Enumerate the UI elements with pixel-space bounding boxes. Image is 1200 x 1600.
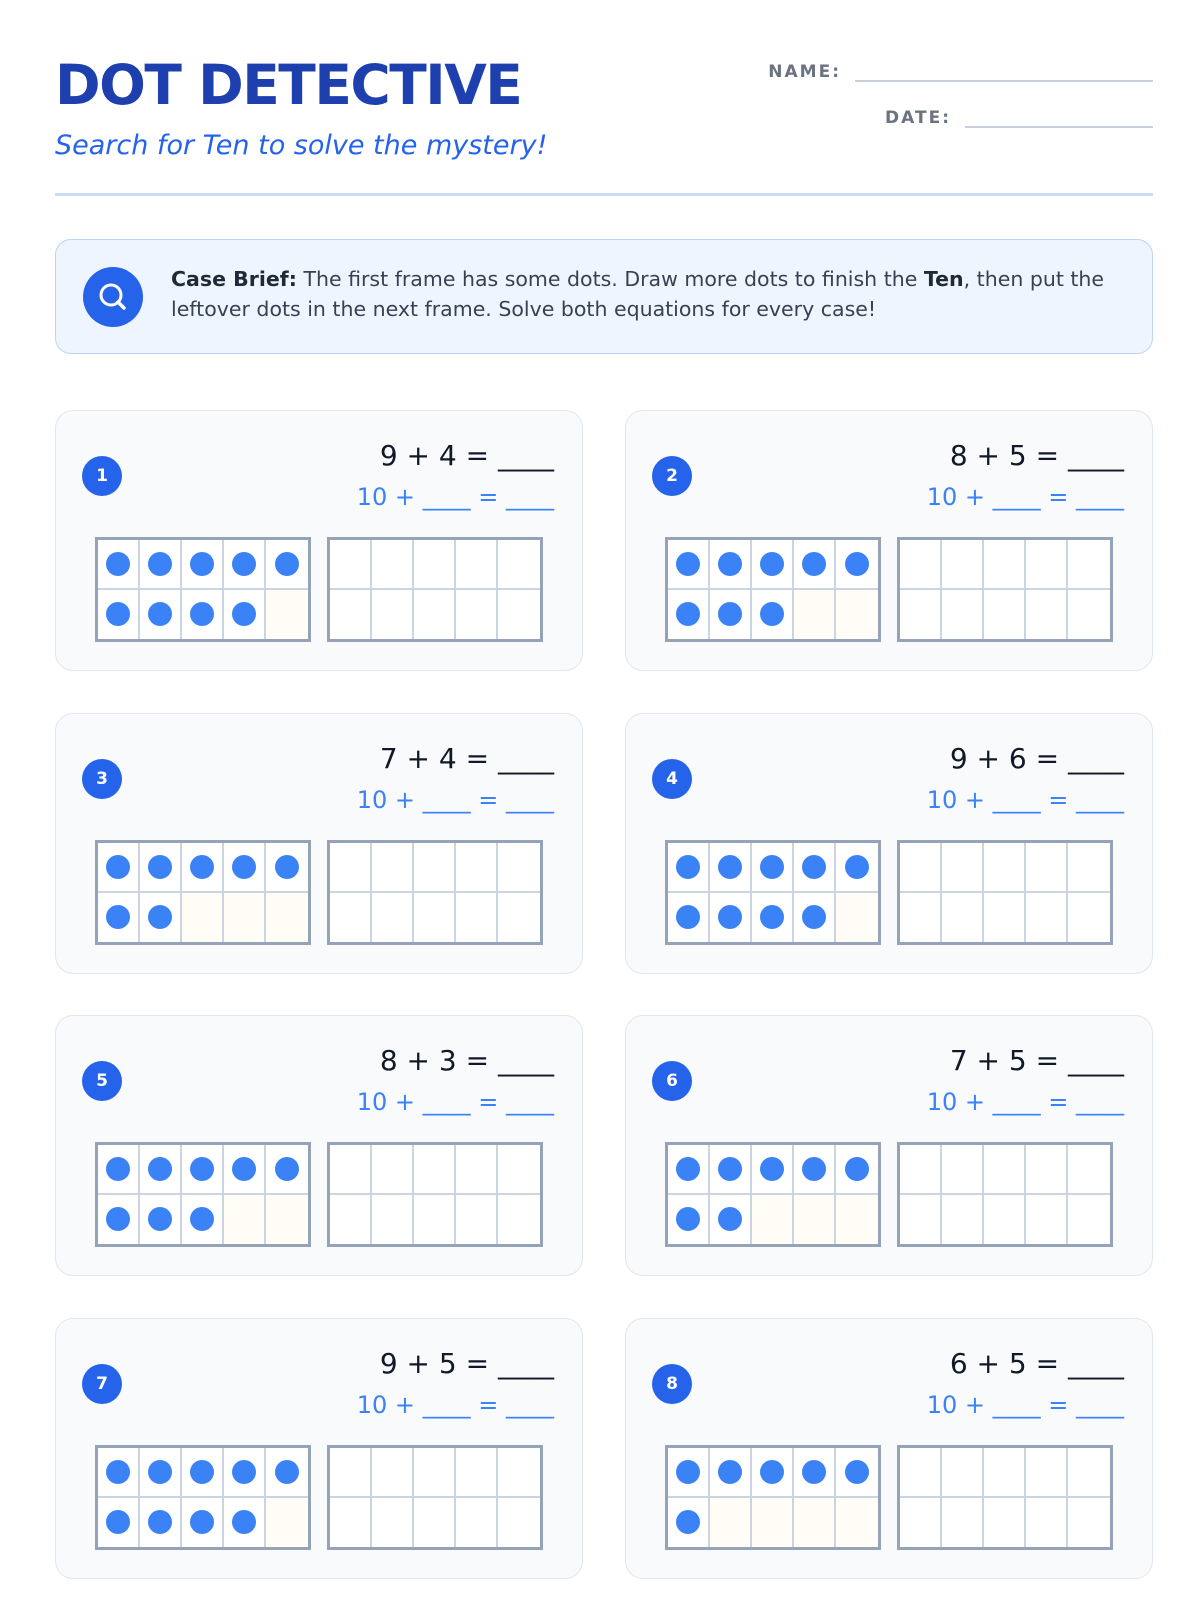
dot-mark	[190, 1510, 214, 1534]
ten-frame-cell[interactable]	[140, 590, 182, 640]
dot-mark	[718, 1157, 742, 1181]
dot-mark	[148, 905, 172, 929]
ten-frames	[665, 840, 1113, 945]
ten-frame-cell[interactable]	[98, 1498, 140, 1548]
ten-frame-cell[interactable]	[498, 540, 540, 590]
dot-mark	[106, 1510, 130, 1534]
ten-frame-cell[interactable]	[1026, 590, 1068, 640]
dot-mark	[106, 552, 130, 576]
ten-frame-cell[interactable]	[98, 1145, 140, 1195]
second-ten-frame[interactable]	[897, 1142, 1113, 1247]
ten-frame-cell[interactable]	[330, 1448, 372, 1498]
make-ten-equation[interactable]: 10 + ____ = ____	[356, 483, 554, 511]
ten-frame-cell[interactable]	[224, 590, 266, 640]
ten-frame-cell[interactable]	[794, 843, 836, 893]
ten-frame-cell[interactable]	[794, 1195, 836, 1245]
second-ten-frame[interactable]	[327, 1445, 543, 1550]
ten-frame-cell[interactable]	[456, 540, 498, 590]
dot-mark	[760, 552, 784, 576]
case-card	[55, 713, 583, 974]
ten-frame-cell[interactable]	[224, 843, 266, 893]
ten-frame-cell[interactable]	[224, 1498, 266, 1548]
make-ten-equation[interactable]: 10 + ____ = ____	[926, 483, 1124, 511]
ten-frame-cell[interactable]	[330, 1145, 372, 1195]
ten-frame-cell[interactable]	[330, 1498, 372, 1548]
dot-mark	[676, 1207, 700, 1231]
ten-frame-cell[interactable]	[984, 893, 1026, 943]
dot-mark	[232, 1460, 256, 1484]
dot-mark	[106, 855, 130, 879]
case-number-badge: 1	[82, 456, 122, 496]
ten-frame-cell[interactable]	[372, 893, 414, 943]
ten-frame-cell[interactable]	[668, 1195, 710, 1245]
ten-frame-cell[interactable]	[498, 1448, 540, 1498]
dot-mark	[718, 552, 742, 576]
ten-frame-cell[interactable]	[942, 843, 984, 893]
dot-mark	[718, 1460, 742, 1484]
case-card	[55, 1318, 583, 1579]
ten-frame-cell[interactable]	[984, 1195, 1026, 1245]
case-number-badge: 5	[82, 1061, 122, 1101]
ten-frame-cell[interactable]	[330, 893, 372, 943]
ten-frame-cell[interactable]	[668, 843, 710, 893]
first-ten-frame[interactable]	[665, 1142, 881, 1247]
make-ten-equation[interactable]: 10 + ____ = ____	[926, 786, 1124, 814]
ten-frame-cell[interactable]	[900, 1145, 942, 1195]
make-ten-equation[interactable]: 10 + ____ = ____	[356, 1088, 554, 1116]
second-ten-frame[interactable]	[327, 840, 543, 945]
ten-frame-cell[interactable]	[752, 843, 794, 893]
ten-frame-cell[interactable]	[182, 843, 224, 893]
ten-frame-cell[interactable]	[836, 1498, 878, 1548]
ten-frame-cell[interactable]	[668, 1498, 710, 1548]
ten-frame-cell[interactable]	[498, 893, 540, 943]
ten-frame-cell[interactable]	[372, 1448, 414, 1498]
ten-frame-cell[interactable]	[752, 1498, 794, 1548]
first-ten-frame[interactable]	[95, 1142, 311, 1247]
dot-mark	[802, 905, 826, 929]
ten-frame-cell[interactable]	[752, 1448, 794, 1498]
ten-frame-cell[interactable]	[140, 893, 182, 943]
dot-mark	[275, 855, 299, 879]
ten-frame-cell[interactable]	[498, 843, 540, 893]
ten-frame-cell[interactable]	[794, 893, 836, 943]
ten-frame-cell[interactable]	[794, 540, 836, 590]
dot-mark	[760, 855, 784, 879]
ten-frame-cell[interactable]	[266, 1448, 308, 1498]
ten-frame-cell[interactable]	[1026, 893, 1068, 943]
ten-frame-cell[interactable]	[224, 1195, 266, 1245]
ten-frame-cell[interactable]	[330, 590, 372, 640]
make-ten-equation[interactable]: 10 + ____ = ____	[926, 1391, 1124, 1419]
dot-mark	[275, 552, 299, 576]
dot-mark	[718, 855, 742, 879]
ten-frame-cell[interactable]	[372, 590, 414, 640]
ten-frames	[95, 537, 543, 642]
dot-mark	[148, 552, 172, 576]
ten-frame-cell[interactable]	[98, 1195, 140, 1245]
dot-mark	[676, 855, 700, 879]
ten-frame-cell[interactable]	[372, 843, 414, 893]
case-number-badge: 6	[652, 1061, 692, 1101]
ten-frame-cell[interactable]	[182, 893, 224, 943]
ten-frame-cell[interactable]	[752, 540, 794, 590]
ten-frame-cell[interactable]	[900, 540, 942, 590]
dot-mark	[106, 602, 130, 626]
ten-frame-cell[interactable]	[330, 1195, 372, 1245]
dot-mark	[106, 1460, 130, 1484]
ten-frames	[665, 537, 1113, 642]
ten-frame-cell[interactable]	[752, 893, 794, 943]
ten-frame-cell[interactable]	[456, 843, 498, 893]
ten-frame-cell[interactable]	[836, 893, 878, 943]
addition-equation[interactable]: 9 + 4 = ____	[379, 439, 554, 472]
ten-frame-cell[interactable]	[140, 1448, 182, 1498]
ten-frame-cell[interactable]	[900, 1448, 942, 1498]
dot-mark	[148, 1510, 172, 1534]
ten-frame-cell[interactable]	[372, 1145, 414, 1195]
dot-mark	[845, 1460, 869, 1484]
ten-frame-cell[interactable]	[182, 1195, 224, 1245]
case-card	[625, 1318, 1153, 1579]
dot-mark	[676, 905, 700, 929]
ten-frame-cell[interactable]	[1068, 1498, 1110, 1548]
case-number-badge: 2	[652, 456, 692, 496]
ten-frame-cell[interactable]	[984, 1448, 1026, 1498]
ten-frame-cell[interactable]	[668, 1448, 710, 1498]
ten-frame-cell[interactable]	[1026, 1498, 1068, 1548]
dot-mark	[232, 602, 256, 626]
ten-frame-cell[interactable]	[140, 1145, 182, 1195]
dot-mark	[275, 1157, 299, 1181]
dot-mark	[760, 602, 784, 626]
ten-frame-cell[interactable]	[414, 1448, 456, 1498]
ten-frames	[665, 1445, 1113, 1550]
ten-frame-cell[interactable]	[1068, 1145, 1110, 1195]
ten-frame-cell[interactable]	[984, 590, 1026, 640]
ten-frame-cell[interactable]	[710, 843, 752, 893]
ten-frame-cell[interactable]	[836, 540, 878, 590]
page-title: DOT DETECTIVE	[55, 53, 522, 117]
ten-frame-cell[interactable]	[414, 590, 456, 640]
ten-frame-cell[interactable]	[752, 1195, 794, 1245]
first-ten-frame[interactable]	[665, 1445, 881, 1550]
ten-frame-cell[interactable]	[372, 1195, 414, 1245]
ten-frame-cell[interactable]	[456, 893, 498, 943]
worksheet-header	[55, 50, 1153, 200]
case-number-badge: 3	[82, 759, 122, 799]
ten-frame-cell[interactable]	[182, 1498, 224, 1548]
case-brief-text-after: , then put the leftover dots in the next frame. Solve both equations for every case!	[171, 267, 1105, 321]
ten-frame-cell[interactable]	[498, 1195, 540, 1245]
ten-frame-cell[interactable]	[414, 893, 456, 943]
name-input-line[interactable]	[855, 68, 1153, 82]
first-ten-frame[interactable]	[95, 537, 311, 642]
case-brief-box	[55, 239, 1153, 354]
ten-frame-cell[interactable]	[414, 1195, 456, 1245]
ten-frame-cell[interactable]	[900, 893, 942, 943]
dot-mark	[802, 855, 826, 879]
ten-frame-cell[interactable]	[266, 1195, 308, 1245]
ten-frame-cell[interactable]	[668, 540, 710, 590]
ten-frame-cell[interactable]	[182, 540, 224, 590]
ten-frame-cell[interactable]	[140, 1498, 182, 1548]
ten-frame-cell[interactable]	[710, 540, 752, 590]
case-brief-text	[171, 264, 1116, 324]
case-card	[55, 1015, 583, 1276]
dot-mark	[676, 1510, 700, 1534]
date-field[interactable]	[885, 108, 1153, 128]
ten-frame-cell[interactable]	[836, 843, 878, 893]
make-ten-equation[interactable]: 10 + ____ = ____	[926, 1088, 1124, 1116]
ten-frame-cell[interactable]	[224, 893, 266, 943]
ten-frame-cell[interactable]	[1026, 540, 1068, 590]
ten-frame-cell[interactable]	[794, 1145, 836, 1195]
ten-frame-cell[interactable]	[900, 590, 942, 640]
ten-frame-cell[interactable]	[414, 540, 456, 590]
ten-frame-cell[interactable]	[372, 540, 414, 590]
ten-frame-cell[interactable]	[668, 893, 710, 943]
second-ten-frame[interactable]	[897, 537, 1113, 642]
first-ten-frame[interactable]	[665, 537, 881, 642]
ten-frame-cell[interactable]	[1068, 1195, 1110, 1245]
dot-mark	[232, 855, 256, 879]
second-ten-frame[interactable]	[897, 840, 1113, 945]
ten-frame-cell[interactable]	[140, 1195, 182, 1245]
ten-frame-cell[interactable]	[710, 1448, 752, 1498]
ten-frame-cell[interactable]	[498, 1498, 540, 1548]
ten-frame-cell[interactable]	[456, 1195, 498, 1245]
dot-mark	[106, 1207, 130, 1231]
dot-mark	[148, 1460, 172, 1484]
dot-mark	[676, 1157, 700, 1181]
dot-mark	[845, 855, 869, 879]
ten-frame-cell[interactable]	[266, 540, 308, 590]
ten-frame-cell[interactable]	[1026, 1195, 1068, 1245]
ten-frame-cell[interactable]	[794, 590, 836, 640]
ten-frame-cell[interactable]	[836, 1145, 878, 1195]
ten-frame-cell[interactable]	[942, 540, 984, 590]
dot-mark	[190, 1207, 214, 1231]
ten-frame-cell[interactable]	[456, 1498, 498, 1548]
ten-frame-cell[interactable]	[372, 1498, 414, 1548]
first-ten-frame[interactable]	[95, 840, 311, 945]
dot-mark	[760, 905, 784, 929]
name-label: NAME:	[768, 62, 841, 82]
dot-mark	[190, 1157, 214, 1181]
ten-frame-cell[interactable]	[414, 1498, 456, 1548]
ten-frame-cell[interactable]	[182, 1448, 224, 1498]
ten-frame-cell[interactable]	[414, 843, 456, 893]
ten-frame-cell[interactable]	[710, 1498, 752, 1548]
ten-frame-cell[interactable]	[900, 843, 942, 893]
ten-frames	[95, 1142, 543, 1247]
ten-frame-cell[interactable]	[330, 540, 372, 590]
dot-mark	[718, 1207, 742, 1231]
dot-mark	[148, 602, 172, 626]
ten-frame-cell[interactable]	[1026, 843, 1068, 893]
case-number-badge: 7	[82, 1364, 122, 1404]
ten-frame-cell[interactable]	[942, 1195, 984, 1245]
page-subtitle: Search for Ten to solve the mystery!	[55, 130, 548, 161]
dot-mark	[148, 855, 172, 879]
case-brief-text-before: The first frame has some dots. Draw more dots to finish the	[303, 267, 918, 291]
second-ten-frame[interactable]	[327, 1142, 543, 1247]
ten-frame-cell[interactable]	[456, 1145, 498, 1195]
dot-mark	[676, 1460, 700, 1484]
ten-frame-cell[interactable]	[224, 1145, 266, 1195]
case-card	[55, 410, 583, 671]
ten-frame-cell[interactable]	[266, 590, 308, 640]
ten-frame-cell[interactable]	[498, 590, 540, 640]
ten-frame-cell[interactable]	[1068, 590, 1110, 640]
ten-frame-cell[interactable]	[900, 1195, 942, 1245]
ten-frame-cell[interactable]	[942, 1145, 984, 1195]
ten-frame-cell[interactable]	[984, 1145, 1026, 1195]
addition-equation[interactable]: 9 + 6 = ____	[949, 742, 1124, 775]
ten-frame-cell[interactable]	[456, 590, 498, 640]
second-ten-frame[interactable]	[327, 537, 543, 642]
magnifier-icon	[83, 267, 143, 327]
dot-mark	[190, 855, 214, 879]
dot-mark	[718, 602, 742, 626]
ten-frame-cell[interactable]	[330, 843, 372, 893]
addition-equation[interactable]: 7 + 5 = ____	[949, 1044, 1124, 1077]
second-ten-frame[interactable]	[897, 1445, 1113, 1550]
ten-frame-cell[interactable]	[1068, 1448, 1110, 1498]
dot-mark	[760, 1157, 784, 1181]
dot-mark	[106, 1157, 130, 1181]
ten-frames	[95, 840, 543, 945]
dot-mark	[275, 1460, 299, 1484]
ten-frames	[665, 1142, 1113, 1247]
ten-frame-cell[interactable]	[224, 1448, 266, 1498]
ten-frame-cell[interactable]	[984, 843, 1026, 893]
dot-mark	[106, 905, 130, 929]
ten-frame-cell[interactable]	[942, 590, 984, 640]
dot-mark	[760, 1460, 784, 1484]
case-brief-bold-word: Ten	[923, 267, 964, 291]
dot-mark	[232, 1157, 256, 1181]
ten-frame-cell[interactable]	[498, 1145, 540, 1195]
addition-equation[interactable]: 9 + 5 = ____	[379, 1347, 554, 1380]
case-card	[625, 1015, 1153, 1276]
dot-mark	[148, 1207, 172, 1231]
dot-mark	[802, 552, 826, 576]
ten-frame-cell[interactable]	[182, 590, 224, 640]
case-number-badge: 4	[652, 759, 692, 799]
dot-mark	[190, 602, 214, 626]
ten-frame-cell[interactable]	[98, 893, 140, 943]
ten-frame-cell[interactable]	[140, 540, 182, 590]
ten-frame-cell[interactable]	[182, 1145, 224, 1195]
ten-frame-cell[interactable]	[942, 893, 984, 943]
ten-frame-cell[interactable]	[984, 540, 1026, 590]
dot-mark	[802, 1460, 826, 1484]
dot-mark	[232, 1510, 256, 1534]
ten-frame-cell[interactable]	[98, 590, 140, 640]
ten-frame-cell[interactable]	[98, 843, 140, 893]
ten-frame-cell[interactable]	[140, 843, 182, 893]
ten-frame-cell[interactable]	[266, 843, 308, 893]
ten-frame-cell[interactable]	[710, 590, 752, 640]
dot-mark	[148, 1157, 172, 1181]
dot-mark	[190, 1460, 214, 1484]
dot-mark	[845, 1157, 869, 1181]
ten-frame-cell[interactable]	[224, 540, 266, 590]
ten-frame-cell[interactable]	[1026, 1448, 1068, 1498]
ten-frame-cell[interactable]	[266, 1145, 308, 1195]
ten-frame-cell[interactable]	[752, 1145, 794, 1195]
ten-frames	[95, 1445, 543, 1550]
dot-mark	[190, 552, 214, 576]
ten-frame-cell[interactable]	[668, 1145, 710, 1195]
ten-frame-cell[interactable]	[98, 1448, 140, 1498]
ten-frame-cell[interactable]	[836, 590, 878, 640]
ten-frame-cell[interactable]	[942, 1448, 984, 1498]
dot-mark	[232, 552, 256, 576]
addition-equation[interactable]: 8 + 3 = ____	[379, 1044, 554, 1077]
ten-frame-cell[interactable]	[98, 540, 140, 590]
date-label: DATE:	[885, 108, 951, 128]
make-ten-equation[interactable]: 10 + ____ = ____	[356, 786, 554, 814]
ten-frame-cell[interactable]	[1068, 843, 1110, 893]
addition-equation[interactable]: 6 + 5 = ____	[949, 1347, 1124, 1380]
ten-frame-cell[interactable]	[794, 1448, 836, 1498]
case-brief-label: Case Brief:	[171, 267, 297, 291]
ten-frame-cell[interactable]	[456, 1448, 498, 1498]
ten-frame-cell[interactable]	[942, 1498, 984, 1548]
header-divider	[55, 193, 1153, 196]
ten-frame-cell[interactable]	[900, 1498, 942, 1548]
dot-mark	[845, 552, 869, 576]
addition-equation[interactable]: 7 + 4 = ____	[379, 742, 554, 775]
name-field[interactable]	[768, 62, 1153, 82]
make-ten-equation[interactable]: 10 + ____ = ____	[356, 1391, 554, 1419]
dot-mark	[676, 602, 700, 626]
addition-equation[interactable]: 8 + 5 = ____	[949, 439, 1124, 472]
dot-mark	[676, 552, 700, 576]
case-card	[625, 713, 1153, 974]
ten-frame-cell[interactable]	[668, 590, 710, 640]
case-number-badge: 8	[652, 1364, 692, 1404]
date-input-line[interactable]	[965, 114, 1153, 128]
first-ten-frame[interactable]	[95, 1445, 311, 1550]
ten-frame-cell[interactable]	[266, 893, 308, 943]
ten-frame-cell[interactable]	[1068, 540, 1110, 590]
ten-frame-cell[interactable]	[710, 1145, 752, 1195]
ten-frame-cell[interactable]	[836, 1195, 878, 1245]
ten-frame-cell[interactable]	[794, 1498, 836, 1548]
ten-frame-cell[interactable]	[836, 1448, 878, 1498]
ten-frame-cell[interactable]	[266, 1498, 308, 1548]
ten-frame-cell[interactable]	[710, 893, 752, 943]
ten-frame-cell[interactable]	[984, 1498, 1026, 1548]
ten-frame-cell[interactable]	[1068, 893, 1110, 943]
first-ten-frame[interactable]	[665, 840, 881, 945]
ten-frame-cell[interactable]	[1026, 1145, 1068, 1195]
ten-frame-cell[interactable]	[752, 590, 794, 640]
dot-mark	[802, 1157, 826, 1181]
ten-frame-cell[interactable]	[710, 1195, 752, 1245]
ten-frame-cell[interactable]	[414, 1145, 456, 1195]
dot-mark	[718, 905, 742, 929]
case-card	[625, 410, 1153, 671]
